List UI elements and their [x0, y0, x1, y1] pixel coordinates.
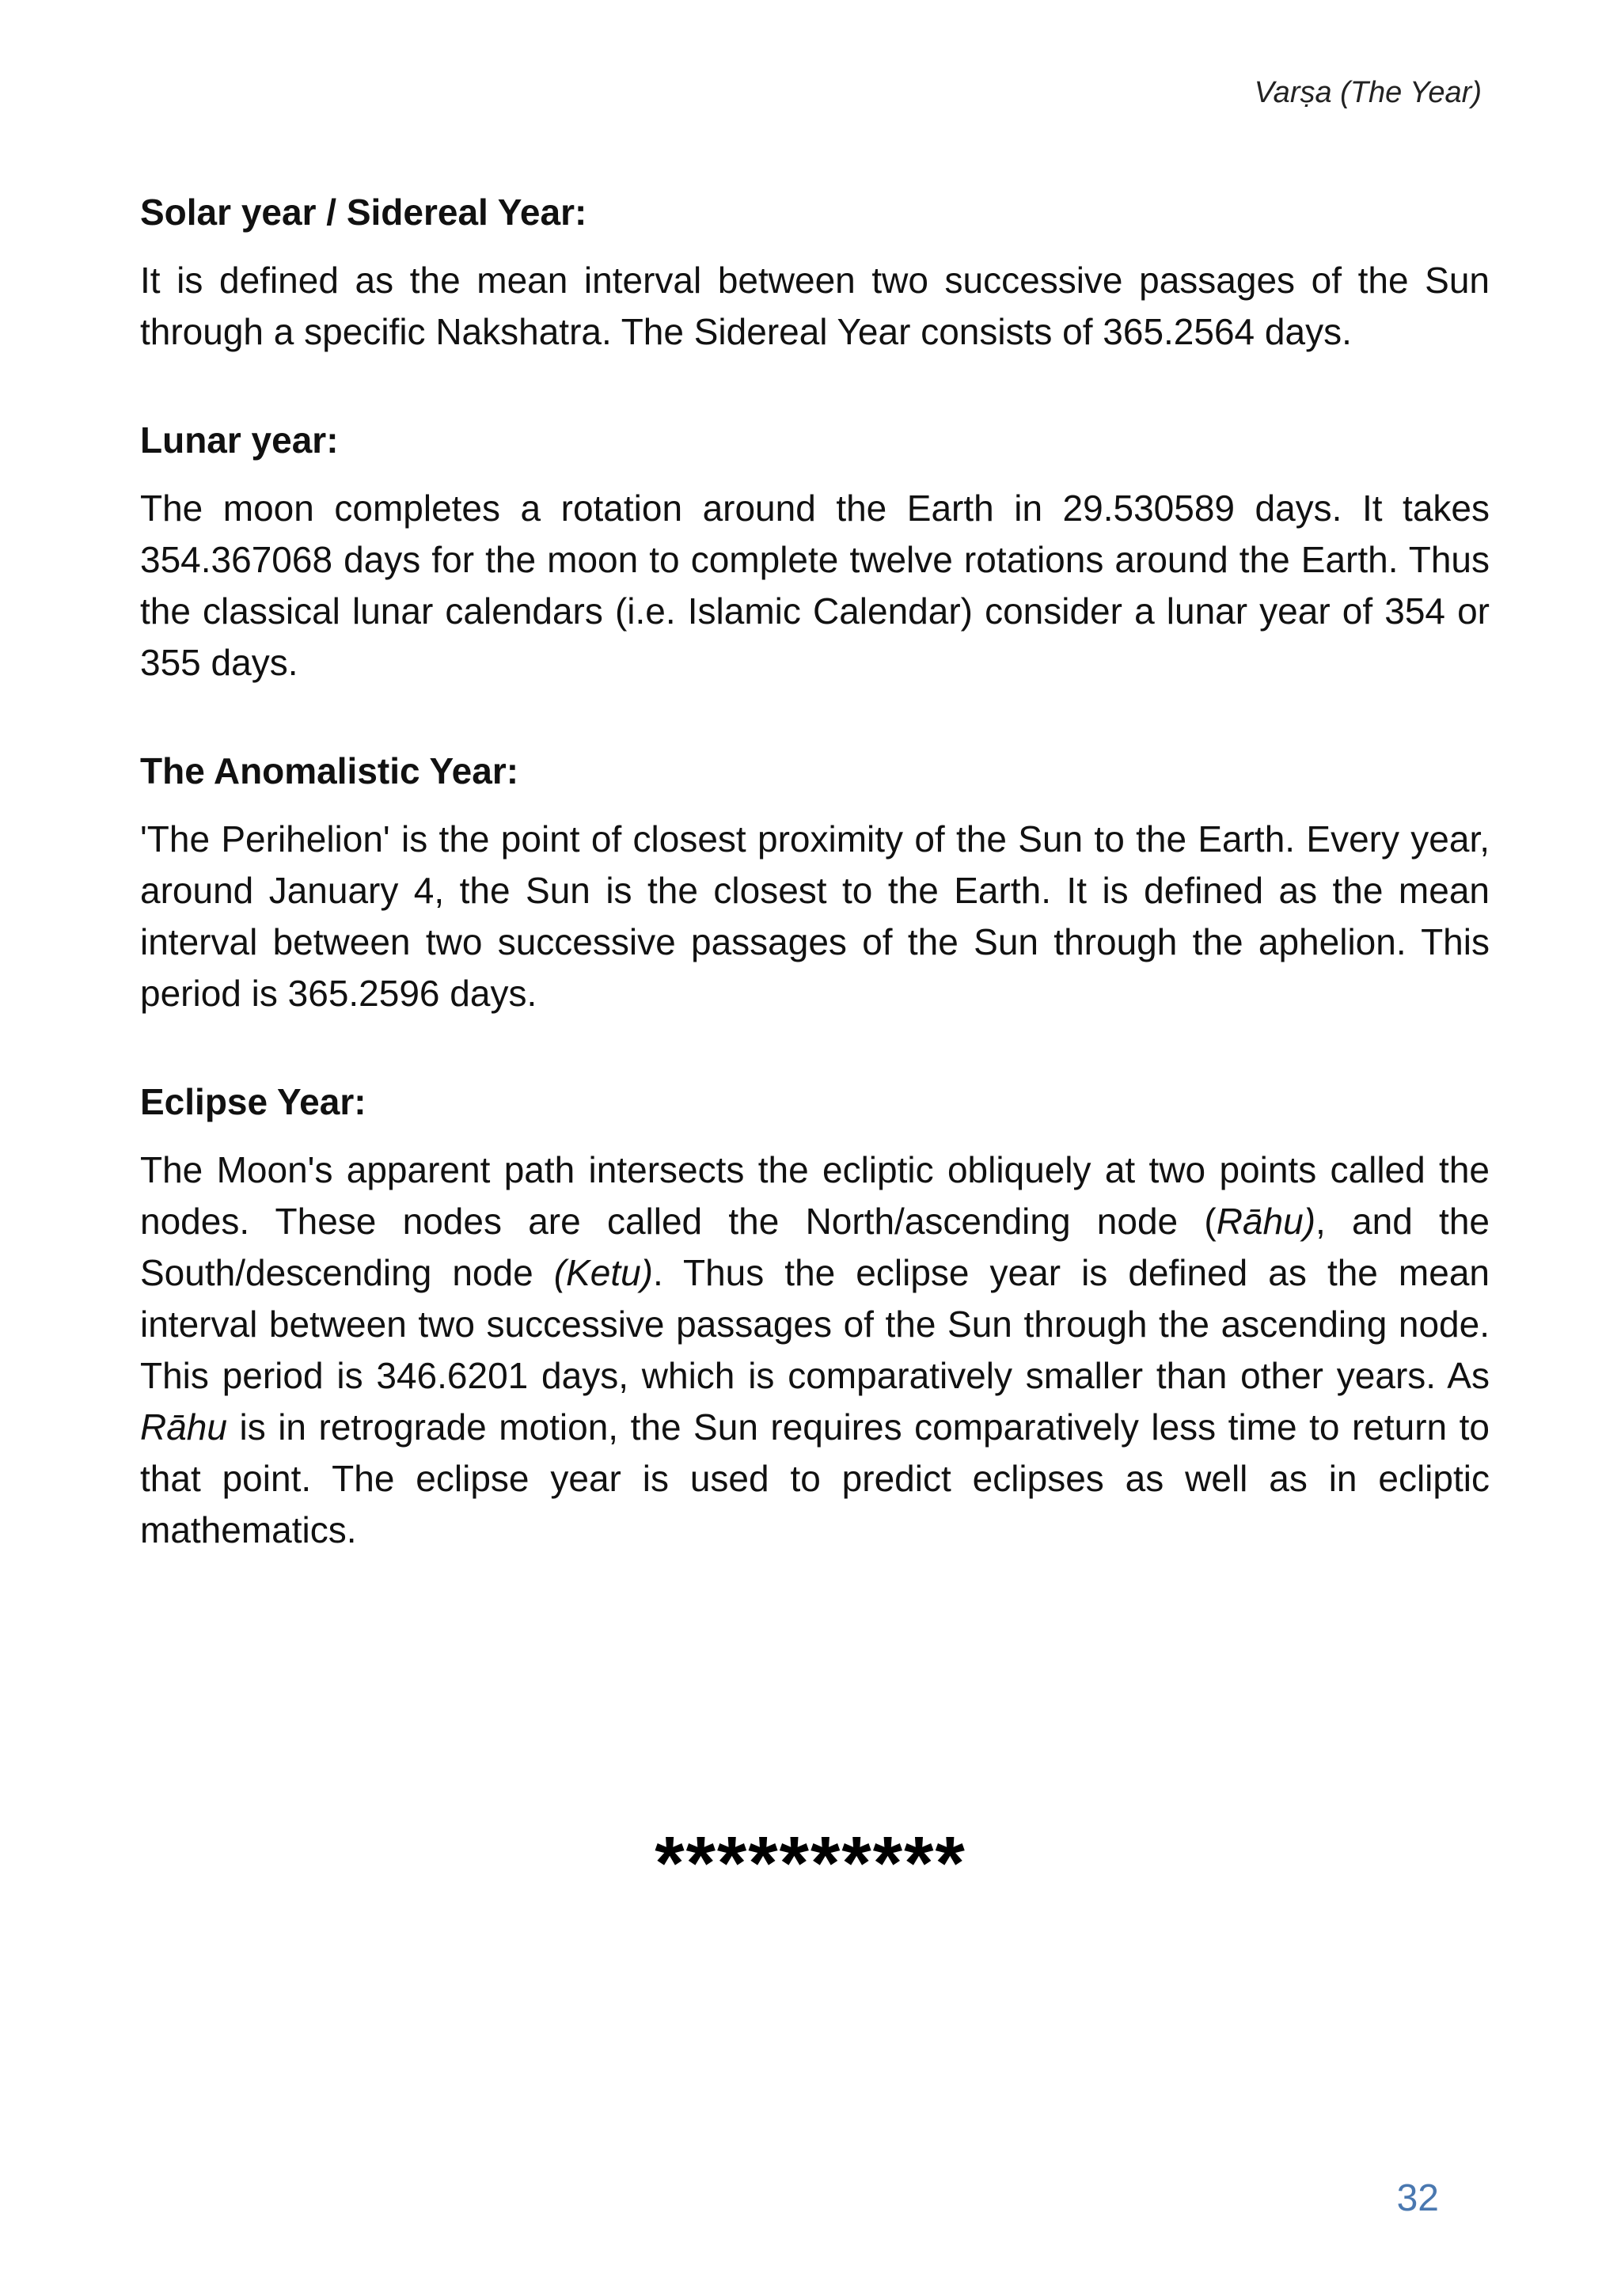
paragraph-text: , and the South/descending node	[140, 1201, 1490, 1293]
section-heading: The Anomalistic Year:	[140, 750, 519, 791]
paragraph-text: is in retrograde motion, the Sun requires comparatively less time to return to that point. The eclipse year is used to predict eclipses as well as in ecliptic mathematics.	[140, 1406, 1490, 1550]
section-divider: **********	[655, 1821, 966, 1906]
section-eclipse-year	[140, 1078, 1490, 1556]
section-paragraph	[140, 814, 1490, 1019]
paragraph-text: . Thus the eclipse year is defined as the mean interval between two successive passages of the Sun through the ascending node. This period is 346.6201 days, which is comparatively smaller than other years. As	[140, 1252, 1490, 1396]
section-paragraph	[140, 483, 1490, 689]
page-content	[140, 188, 1490, 1556]
section-paragraph	[140, 1144, 1490, 1556]
section-paragraph	[140, 255, 1490, 358]
italic-term-ketu: (Ketu)	[553, 1252, 653, 1293]
paragraph-text: 'The Perihelion' is the point of closest proximity of the Sun to the Earth. Every year, around January 4, the Sun is the closest to the Earth. It is defined as the mean interval between two successive passages of the Sun through the aphelion. This period is 365.2596 days.	[140, 818, 1490, 1014]
paragraph-text: The moon completes a rotation around the Earth in 29.530589 days. It takes 354.367068 days for the moon to complete twelve rotations around the Earth. Thus the classical lunar calendars (i.e. Islamic Calendar) consider a lunar year of 354 or 355 days.	[140, 488, 1490, 683]
italic-term-rahu: Rāhu	[140, 1406, 227, 1448]
paragraph-text: The Moon's apparent path intersects the ecliptic obliquely at two points called the nodes. These nodes are called the North/ascending node (	[140, 1149, 1490, 1242]
page-number: 32	[1396, 2177, 1439, 2219]
section-lunar-year	[140, 416, 1490, 689]
section-heading: Lunar year:	[140, 419, 339, 461]
section-anomalistic-year	[140, 747, 1490, 1019]
section-solar-year	[140, 188, 1490, 358]
paragraph-text: It is defined as the mean interval between two successive passages of the Sun through a specific Nakshatra. The Sidereal Year consists of 365.2564 days.	[140, 260, 1490, 352]
running-header: Varṣa (The Year)	[1254, 76, 1482, 109]
section-heading: Eclipse Year:	[140, 1081, 366, 1122]
section-heading: Solar year / Sidereal Year:	[140, 192, 587, 233]
italic-term-rahu: Rāhu)	[1216, 1201, 1316, 1242]
